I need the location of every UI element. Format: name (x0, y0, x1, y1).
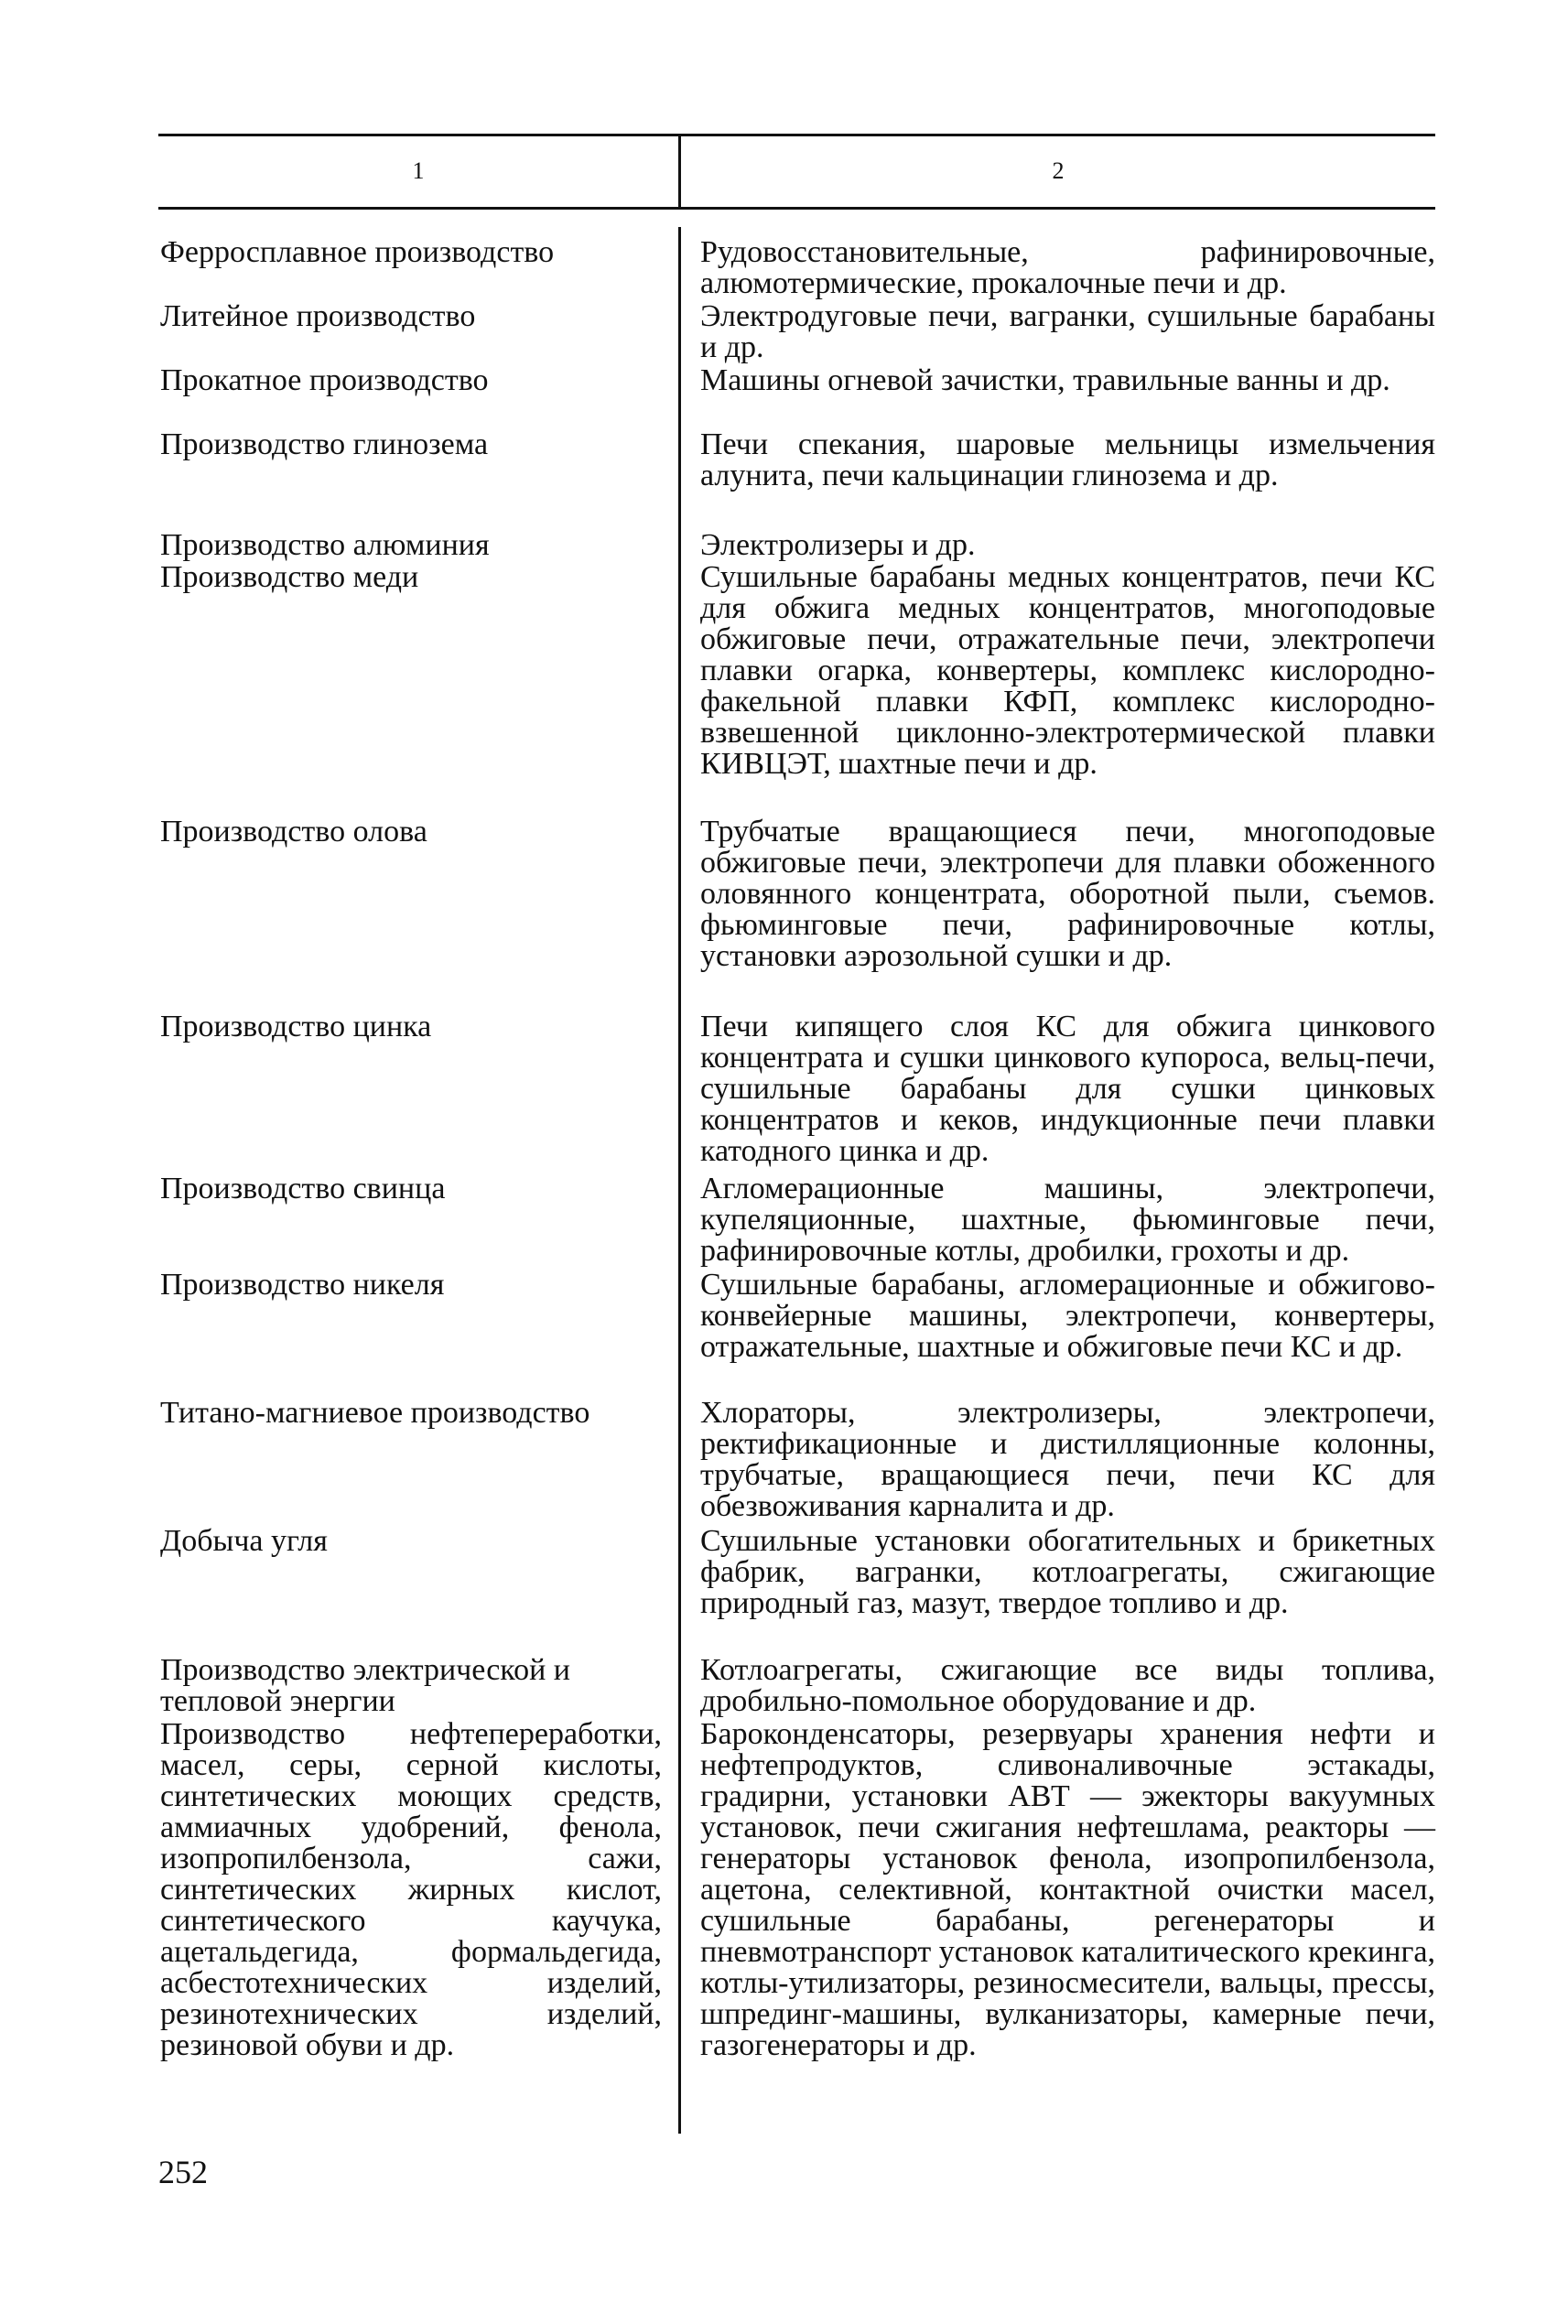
equipment-cell: Электролизеры и др. (700, 528, 976, 562)
industry-cell: Литейное производство (160, 299, 476, 333)
equipment-cell: Трубчатые вращающиеся печи, многоподовые обжиговые печи, электропечи для плавки обоженного оловянного концентрата, оборотной пыли, съемов. фьюминговые печи, рафинировочные котлы, установки аэрозольной сушки и др. (700, 815, 1435, 973)
column-1-number: 1 (412, 157, 425, 184)
industry-cell: Производство цинка (160, 1010, 432, 1043)
equipment-cell: Электродуговые печи, вагранки, сушильные барабаны и др. (700, 299, 1435, 364)
equipment-cell: Агломерационные машины, электропечи, купеляционные, шахтные, фьюминговые печи, рафинировочные котлы, дробилки, грохоты и др. (700, 1172, 1435, 1268)
table-header-rule (158, 207, 1435, 210)
industry-cell: Производство алюминия (160, 528, 490, 562)
equipment-cell: Рудовосстановительные, рафинировочные, алюмотермические, прокалочные печи и др. (700, 235, 1435, 300)
industry-cell: Титано-магниевое производство (160, 1396, 590, 1430)
equipment-cell: Сушильные барабаны, агломерационные и обжигово-конвейерные машины, электропечи, конвертеры, отражательные, шахтные и обжиговые печи КС и др. (700, 1268, 1435, 1364)
industry-cell: Производство свинца (160, 1172, 446, 1205)
industry-cell: Ферросплавное производство (160, 235, 555, 269)
body-column-divider (678, 227, 681, 2134)
column-2-number: 2 (1052, 157, 1065, 184)
equipment-cell: Котлоагрегаты, сжигающие все виды топлива, дробильно-помольное оборудование и др. (700, 1653, 1435, 1718)
industry-cell: Добыча угля (160, 1524, 328, 1558)
table-top-rule (158, 134, 1435, 136)
page-number: 252 (158, 2154, 208, 2190)
industry-cell: Производство электрической и тепловой энергии (160, 1653, 570, 1718)
equipment-cell: Машины огневой зачистки, травильные ванны и др. (700, 363, 1390, 397)
equipment-cell: Печи спекания, шаровые мельницы измельчения алунита, печи кальцинации глинозема и др. (700, 427, 1435, 492)
industry-cell: Производство никеля (160, 1268, 445, 1302)
industry-cell: Производство нефтепереработки, масел, серы, серной кислоты, синтетических моющих средств, аммиачных удобрений, фенола, изопропилбензола, сажи, синтетических жирных кислот, синтетического каучука, ацетальдегида, формальдегида, асбестотехнических изделий, резинотехнических изделий, резиновой обуви и др. (160, 1717, 662, 2062)
equipment-cell: Хлораторы, электролизеры, электропечи, ректификационные и дистилляционные колонны, трубчатые, вращающиеся печи, печи КС для обезвоживания карналита и др. (700, 1396, 1435, 1523)
industry-cell: Производство олова (160, 815, 427, 849)
industry-cell: Прокатное производство (160, 363, 489, 397)
industry-cell: Производство меди (160, 560, 419, 594)
industry-cell: Производство глинозема (160, 427, 489, 461)
equipment-cell: Бароконденсаторы, резервуары хранения нефти и нефтепродуктов, сливоналивочные эстакады, градирни, установки АВТ — эжекторы вакуумных установок, печи сжигания нефтешлама, реакторы — генераторы установок фенола, изопропилбензола, ацетона, селективной, контактной очистки масел, сушильные барабаны, регенераторы и пневмотранспорт установок каталитического крекинга, котлы-утилизаторы, резиносмесители, вальцы, прессы, шпрединг-машины, вулканизаторы, камерные печи, газогенераторы и др. (700, 1717, 1435, 2062)
equipment-cell: Печи кипящего слоя КС для обжига цинкового концентрата и сушки цинкового купороса, вельц-печи, сушильные барабаны для сушки цинковых концентратов и кеков, индукционные печи плавки катодного цинка и др. (700, 1010, 1435, 1168)
equipment-cell: Сушильные барабаны медных концентратов, печи КС для обжига медных концентратов, многоподовые обжиговые печи, отражательные печи, электропечи плавки огарка, конвертеры, комплекс кислородно-факельной плавки КФП, комплекс кислородно-взвешенной циклонно-электротермической плавки КИВЦЭТ, шахтные печи и др. (700, 560, 1435, 781)
equipment-cell: Сушильные установки обогатительных и брикетных фабрик, вагранки, котлоагрегаты, сжигающие природный газ, мазут, твердое топливо и др. (700, 1524, 1435, 1620)
